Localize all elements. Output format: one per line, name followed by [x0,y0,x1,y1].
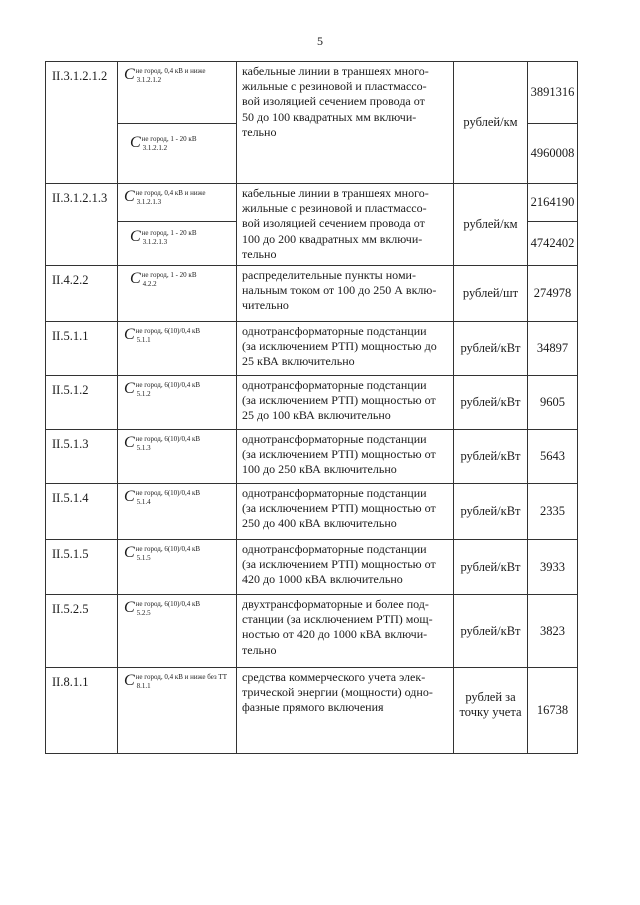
row-code: II.5.1.5 [46,540,118,595]
row-description: однотрансформаторные подстанции (за исключением РТП) мощностью от 250 до 400 кВА включительно [237,484,454,540]
row-code: II.3.1.2.1.2 [46,62,118,184]
rate-symbol: C не город, 6(10)/0,4 кВ 5.1.3 [118,430,237,484]
row-description: распределительные пункты номи- нальным током от 100 до 250 А вклю- чительно [237,266,454,322]
row-value: 9605 [528,376,578,430]
row-description: однотрансформаторные подстанции (за исключением РТП) мощностью от 25 до 100 кВА включительно [237,376,454,430]
table-row [46,595,578,668]
table-row [46,266,578,322]
row-description: кабельные линии в траншеях много- жильные с резиновой и пластмассо- вой изоляцией сечением провода от 100 до 200 квадратных мм включи- тельно [237,184,454,266]
rate-symbol: C не город, 6(10)/0,4 кВ 5.1.2 [118,376,237,430]
row-description: кабельные линии в траншеях много- жильные с резиновой и пластмассо- вой изоляцией сечением провода от 50 до 100 квадратных мм включи- тельно [237,62,454,184]
row-value: 16738 [528,668,578,754]
rate-symbol: C не город, 6(10)/0,4 кВ 5.1.5 [118,540,237,595]
row-unit: рублей/кВт [454,540,528,595]
page-number: 5 [317,34,323,48]
row-value: 5643 [528,430,578,484]
table-row [46,668,578,754]
rate-symbol: C не город, 1 - 20 кВ 3.1.2.1.3 [118,222,237,266]
row-unit: рублей/км [454,62,528,184]
row-value: 4960008 [528,124,578,184]
row-value: 3933 [528,540,578,595]
row-code: II.8.1.1 [46,668,118,754]
row-description: средства коммерческого учета элек- трической энергии (мощности) одно- фазные прямого включения [237,668,454,754]
row-code: II.5.2.5 [46,595,118,668]
row-value: 274978 [528,266,578,322]
rate-symbol: C не город, 6(10)/0,4 кВ 5.1.4 [118,484,237,540]
row-description: двухтрансформаторные и более под- станции (за исключением РТП) мощ- ностью от 420 до 1000 кВА включи- тельно [237,595,454,668]
table-row [46,62,578,124]
row-value: 4742402 [528,222,578,266]
row-code: II.3.1.2.1.3 [46,184,118,266]
rate-symbol: C не город, 1 - 20 кВ 3.1.2.1.2 [118,124,237,184]
row-unit: рублей/кВт [454,484,528,540]
row-code: II.5.1.1 [46,322,118,376]
row-unit: рублей/шт [454,266,528,322]
table-row [46,322,578,376]
rate-symbol: C не город, 1 - 20 кВ 4.2.2 [118,266,237,322]
table-row [46,540,578,595]
rate-symbol: C не город, 0,4 кВ и ниже 3.1.2.1.2 [118,62,237,124]
row-value: 2164190 [528,184,578,222]
row-code: II.5.1.3 [46,430,118,484]
table-row [46,430,578,484]
row-code: II.5.1.4 [46,484,118,540]
row-value: 3823 [528,595,578,668]
row-value: 3891316 [528,62,578,124]
row-value: 34897 [528,322,578,376]
table-row [46,484,578,540]
rate-symbol: C не город, 0,4 кВ и ниже 3.1.2.1.3 [118,184,237,222]
row-description: однотрансформаторные подстанции (за исключением РТП) мощностью до 25 кВА включительно [237,322,454,376]
row-unit: рублей/кВт [454,322,528,376]
rate-symbol: C не город, 6(10)/0,4 кВ 5.2.5 [118,595,237,668]
row-unit: рублей/кВт [454,376,528,430]
row-code: II.4.2.2 [46,266,118,322]
row-unit: рублей/км [454,184,528,266]
row-unit: рублей/кВт [454,595,528,668]
row-value: 2335 [528,484,578,540]
table-row [46,184,578,222]
table-row [46,376,578,430]
row-description: однотрансформаторные подстанции (за исключением РТП) мощностью от 420 до 1000 кВА включительно [237,540,454,595]
row-code: II.5.1.2 [46,376,118,430]
rate-symbol: C не город, 0,4 кВ и ниже без ТТ 8.1.1 [118,668,237,754]
row-unit: рублей/кВт [454,430,528,484]
row-unit: рублей за точку учета [454,668,528,754]
rate-symbol: C не город, 6(10)/0,4 кВ 5.1.1 [118,322,237,376]
rates-table [45,61,578,754]
row-description: однотрансформаторные подстанции (за исключением РТП) мощностью от 100 до 250 кВА включительно [237,430,454,484]
